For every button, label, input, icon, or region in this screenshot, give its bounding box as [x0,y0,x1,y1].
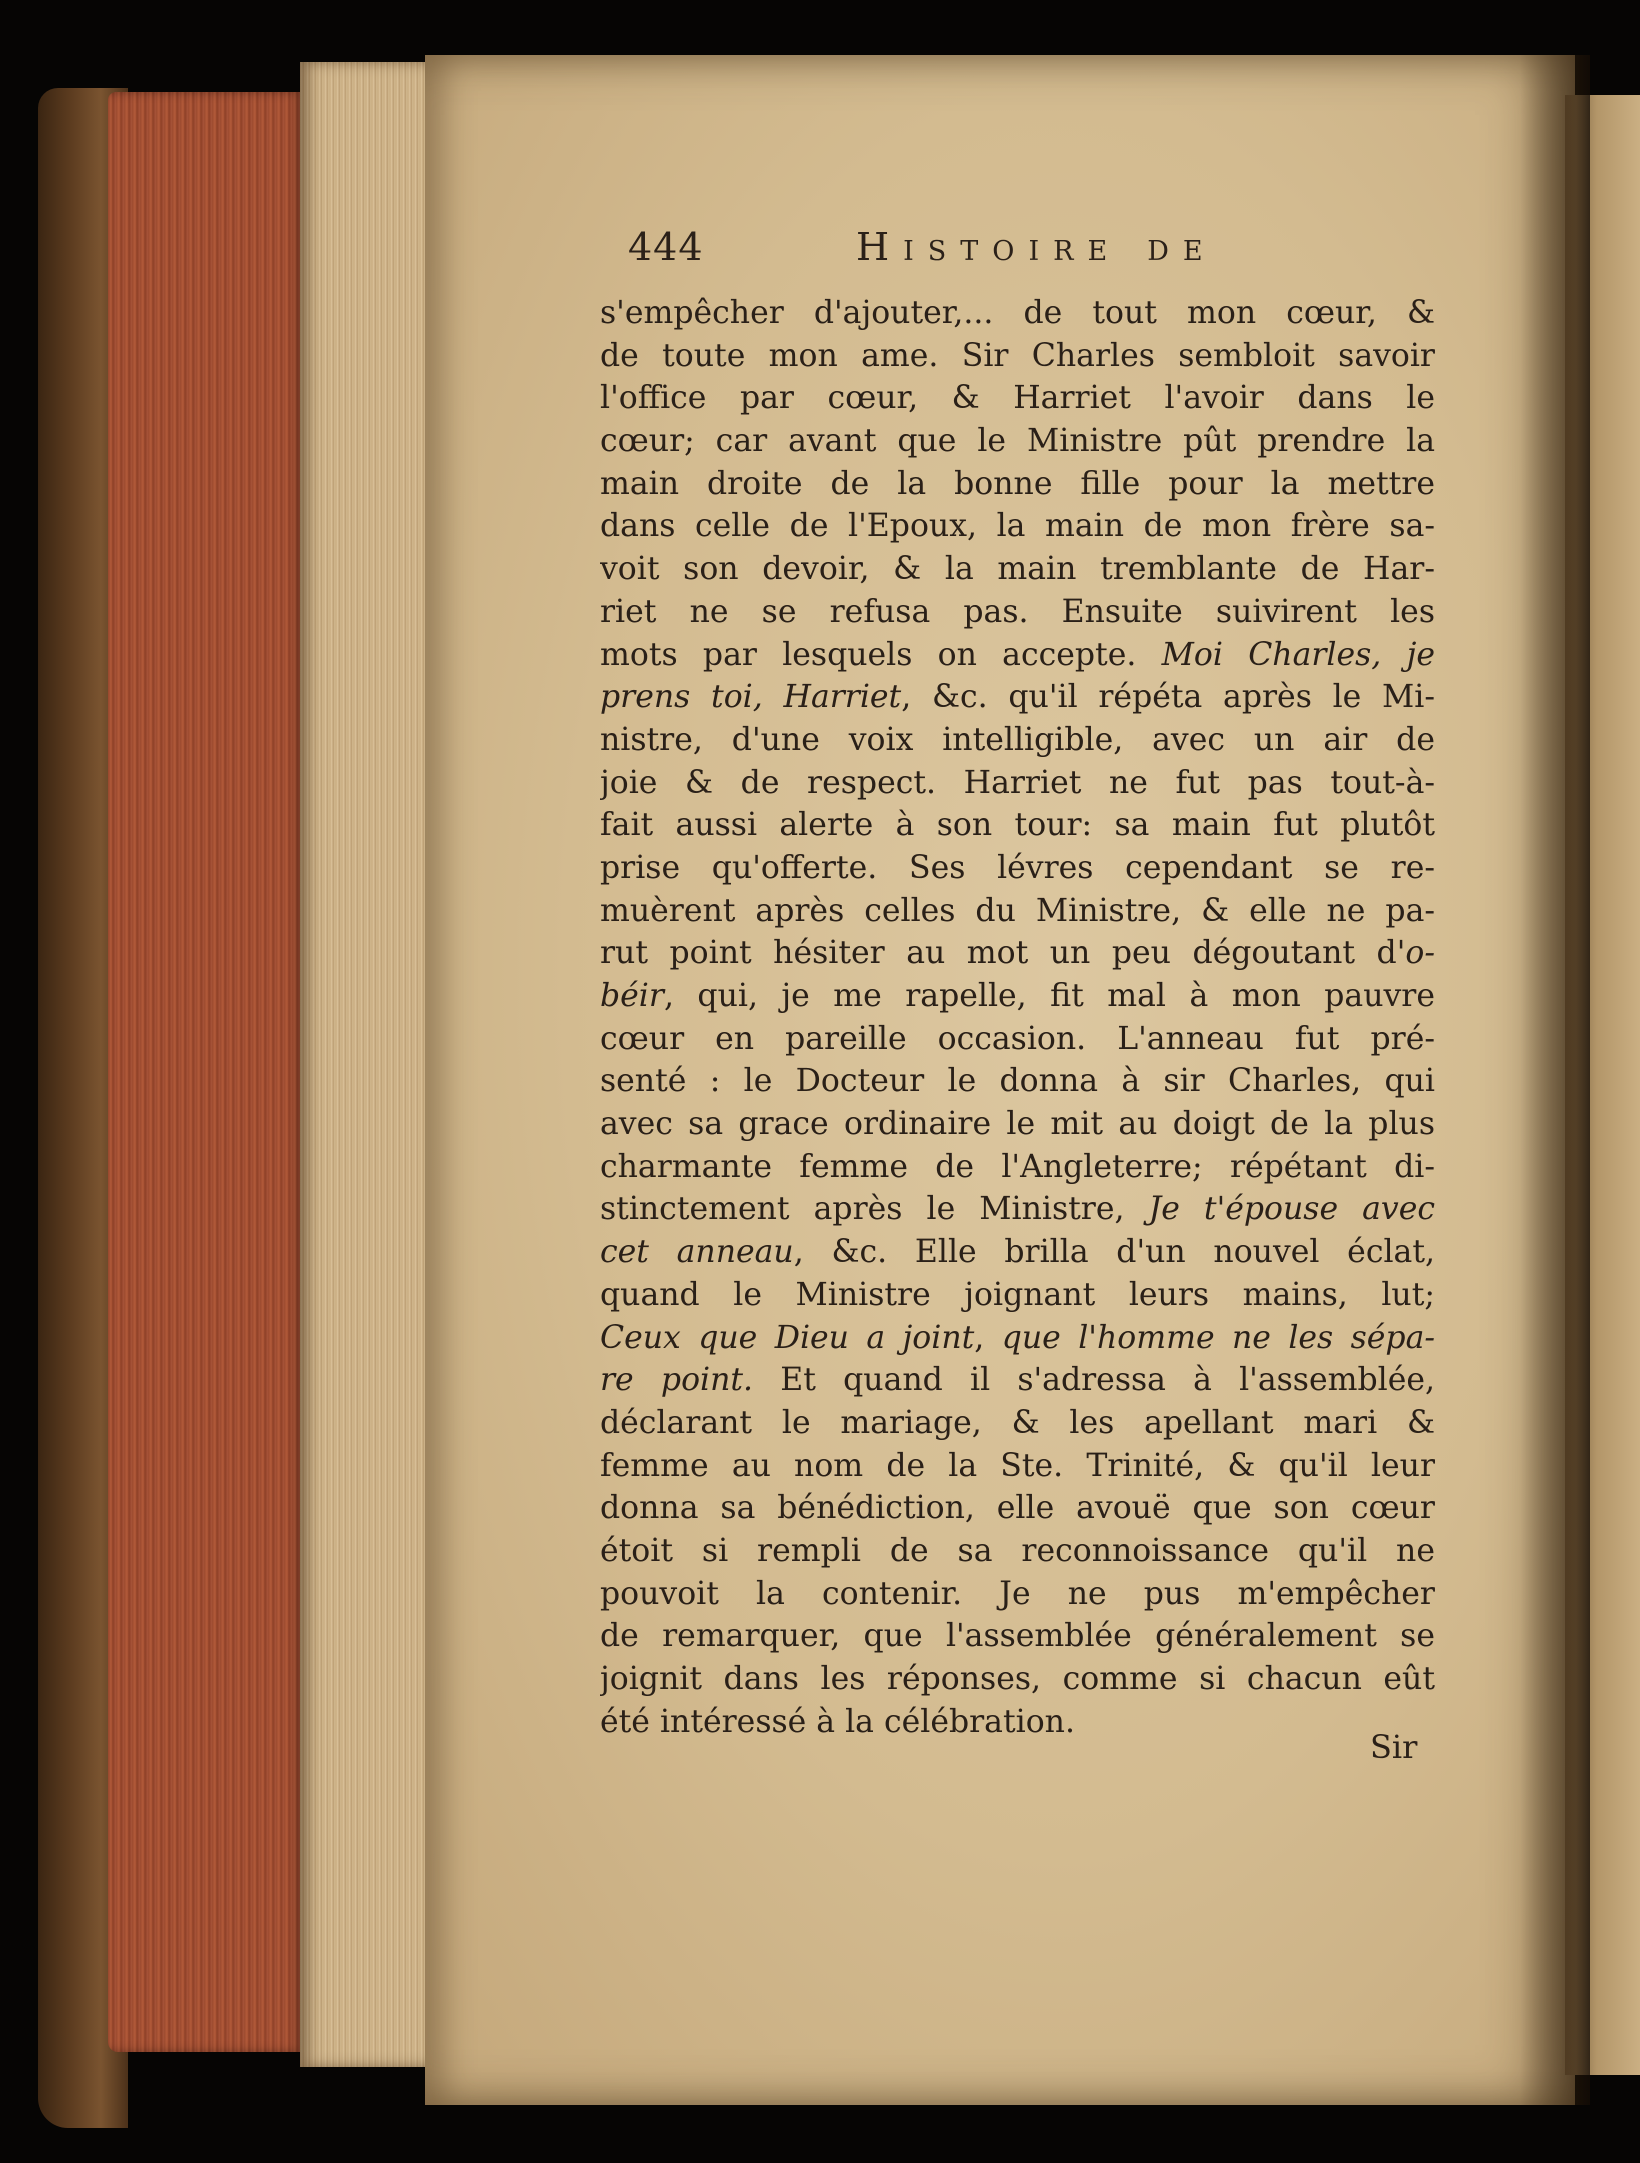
text-line [600,292,1435,335]
text-line [600,420,1435,463]
text-line [600,1317,1435,1360]
text-run: joie & de respect. Harriet ne fut pas tout-à- [600,764,1435,801]
italic-text-run: que l'homme ne les sépa- [1001,1319,1435,1356]
text-run: de remarquer, que l'assemblée généralement se [600,1618,1435,1655]
text-run: déclarant le mariage, & les apellant mari & [600,1404,1435,1441]
text-line [600,890,1435,933]
text-line [600,804,1435,847]
text-line [600,1231,1435,1274]
text-run: cœur; car avant que le Ministre pût prendre la [600,423,1435,460]
text-line [600,762,1435,805]
text-line [600,377,1435,420]
text-run: muèrent après celles du Ministre, & elle ne pa- [600,892,1435,929]
text-line [600,1615,1435,1658]
text-run: donna sa bénédiction, elle avouë que son cœur [600,1490,1435,1527]
text-run: cœur en pareille occasion. L'anneau fut pré- [600,1020,1435,1057]
text-line [600,719,1435,762]
text-line [600,1146,1435,1189]
page-number: 444 [628,225,704,269]
italic-text-run: o- [1405,935,1435,972]
italic-text-run: Je t'épouse avec [1148,1191,1435,1228]
text-line [600,975,1435,1018]
text-run: voit son devoir, & la main tremblante de Har- [600,551,1435,588]
text-line [600,463,1435,506]
text-line [600,847,1435,890]
text-run: rut point hésiter au mot un peu dégoutant d' [600,935,1406,972]
text-line [600,1359,1435,1402]
text-line [600,1402,1435,1445]
text-run: prise qu'offerte. Ses lévres cependant se re- [600,849,1435,886]
text-run: joignit dans les réponses, comme si chacun eût [600,1661,1435,1697]
stacked-page-edges [300,62,430,2067]
text-line [600,548,1435,591]
text-line [600,591,1435,634]
text-run: femme au nom de la Ste. Trinité, & qu'il leur [600,1447,1435,1484]
text-line [600,1658,1435,1701]
text-run: , &c. qu'il répéta après le Mi- [901,679,1435,716]
text-line [600,1487,1435,1530]
text-line [600,1060,1435,1103]
red-page-edges [108,92,303,2052]
text-run: nistre, d'une voix intelligible, avec un air de [600,721,1435,758]
text-line [600,676,1435,719]
text-run: senté : le Docteur le donna à sir Charles, qui [600,1063,1435,1100]
text-run: Et quand il s'adressa à l'assemblée, [753,1362,1435,1399]
italic-text-run: béir [600,978,664,1014]
text-line [600,505,1435,548]
text-line [600,634,1435,677]
text-line [600,932,1435,975]
text-run: , &c. Elle brilla d'un nouvel éclat, [793,1234,1435,1271]
text-run: été intéressé à la célébration. [600,1703,1075,1740]
italic-text-run: Moi Charles, je [1161,636,1435,673]
text-run: de toute mon ame. Sir Charles sembloit savoir [600,337,1435,374]
text-run: , [974,1319,1002,1356]
italic-text-run: re point. [600,1362,754,1399]
italic-text-run: cet anneau [600,1234,794,1271]
body-text [600,292,1435,1743]
text-line [600,1445,1435,1488]
text-line [600,1530,1435,1573]
text-run: charmante femme de l'Angleterre; répétant di- [600,1148,1435,1185]
text-line [600,1103,1435,1146]
text-line [600,1274,1435,1317]
italic-text-run: Ceux que Dieu a joint [600,1319,975,1356]
text-run: étoit si rempli de sa reconnoissance qu'il ne [600,1532,1435,1569]
page-header [628,225,1428,285]
italic-text-run: prens toi, Harriet [600,679,902,716]
text-run: main droite de la bonne fille pour la mettre [600,465,1435,502]
text-line [600,1573,1435,1616]
text-run: mots par lesquels on accepte. [600,636,1162,673]
text-run: stinctement après le Ministre, [600,1191,1149,1228]
text-line [600,1018,1435,1061]
text-run: , qui, je me rapelle, fit mal à mon pauvre [663,978,1435,1014]
text-run: pouvoit la contenir. Je ne pus m'empêcher [600,1575,1435,1612]
text-run: s'empêcher d'ajouter,... de tout mon cœur, & [600,295,1435,331]
text-run: fait aussi alerte à son tour: sa main fut plutôt [600,807,1435,844]
catchword: Sir [1370,1728,1418,1766]
text-run: avec sa grace ordinaire le mit au doigt de la plus [600,1106,1435,1143]
gutter-shadow [1520,55,1590,2105]
text-line [600,1701,1435,1744]
running-title: Histoire de [856,225,1217,269]
text-run: l'office par cœur, & Harriet l'avoir dans le [600,380,1435,417]
text-run: dans celle de l'Epoux, la main de mon frère sa- [600,508,1435,545]
text-run: quand le Ministre joignant leurs mains, lut; [600,1276,1435,1313]
text-line [600,1188,1435,1231]
text-run: riet ne se refusa pas. Ensuite suivirent les [600,593,1435,630]
text-line [600,335,1435,378]
